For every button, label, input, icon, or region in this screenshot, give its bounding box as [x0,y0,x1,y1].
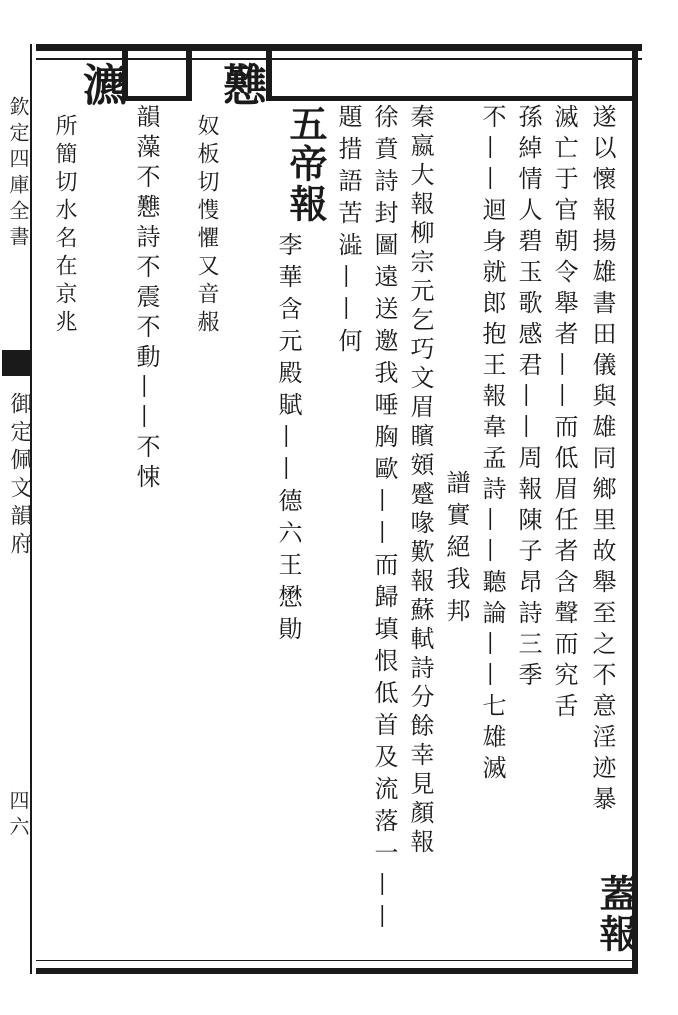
entry-column-9 [276,232,300,648]
headword-chan: 瀌 [75,62,126,108]
entry-text: 譜實絕我邦 [442,470,470,630]
head-box-bottom-b [266,96,636,101]
entry-text: 秦嬴大報柳宗元乞巧文眉矉頞蹙喙歎報蘇軾詩分餘幸見顏報 [406,104,434,858]
head-box-mid-edge [186,44,192,100]
entry-text: 徐賁詩封圖遠送邀我唾胸歐——而歸填恨低首及流落一—— [370,104,398,936]
entry-text: 韻藻不戁詩不震不動——不悚 [132,104,160,494]
entry-column-4 [480,104,504,786]
margin-top-fragment: 欽定四庫全書 [6,96,30,252]
entry-column-5 [444,470,468,630]
head-box-bottom-a [122,96,192,101]
entry-text: 所簡切水名在京兆 [52,114,77,338]
entry-column-3 [516,104,540,693]
entry-text: 遂以懷報揚雄書田儀與雄同鄉里故舉至之不意淫迹暴 [588,104,616,817]
entry-column-11 [134,104,158,494]
entry-column-2 [552,104,576,724]
entry-text: 題措語苦澁——何 [334,104,362,360]
entry-column-10 [194,114,218,338]
entry-text: 李華含元殿賦——德六王懋勛 [274,232,302,648]
entry-head-9: 五帝報 [283,104,328,224]
entry-column-7 [372,104,396,936]
entry-text: 孫綽情人碧玉歌感君——周報陳子昂詩三季 [514,104,542,693]
page-number: 四六 [6,790,30,842]
frame-bottom-inner-rule [36,960,632,961]
entry-text: 不——迴身就郎抱王報韋孟詩——聽論——七雄滅 [478,104,506,786]
entry-column-8 [336,104,360,360]
book-title: 御定佩文韻府 [7,392,32,560]
entry-column-1 [590,104,614,817]
entry-text: 滅亡于官朝令舉者——而低眉任者含聲而究舌 [550,104,578,724]
frame-bottom-rule [36,968,638,974]
frame-right-rule [632,44,638,974]
headword-nan: 戁 [215,62,266,108]
entry-column-12 [52,114,76,338]
entry-column-6 [408,104,432,858]
margin-black-mark [2,350,30,376]
entry-text: 奴板切愯懼又音赧 [194,114,219,338]
entry-head-1: 蓋報 [593,874,638,954]
